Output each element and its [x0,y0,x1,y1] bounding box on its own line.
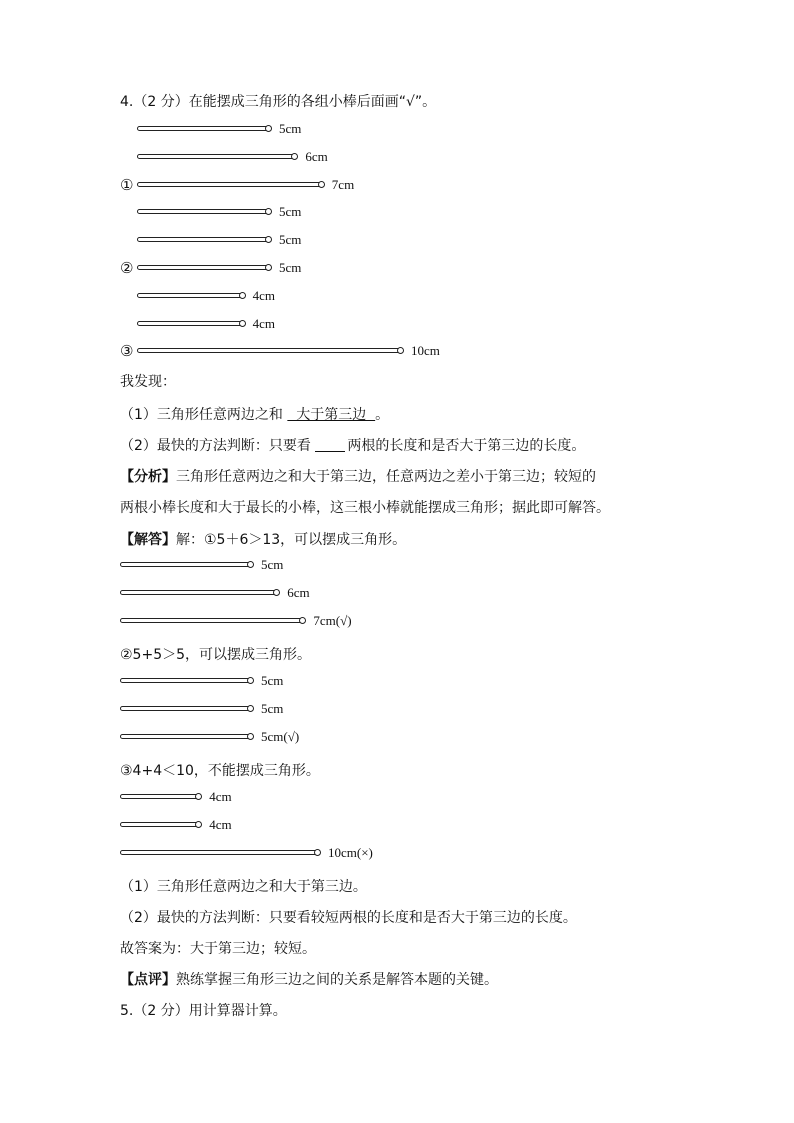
finding-2-suffix: 两根的长度和是否大于第三边的长度。 [347,438,586,454]
stick-row [120,671,420,691]
finding-1-prefix: （1）三角形任意两边之和 [120,407,288,423]
stick-bar [137,321,243,326]
analysis-text-1: 三角形任意两边之和大于第三边，任意两边之差小于第三边；较短的 [176,469,596,485]
stick-length-label: 6cm [305,148,328,164]
discover-label: 我发现： [120,374,176,390]
stick-bar [120,590,277,595]
stick-row [120,787,420,807]
finding-2-blank [315,437,345,452]
stick-bar [120,850,318,855]
group-number: ② [120,259,134,277]
analysis-label: 【分析】 [120,469,176,485]
stick-bar [120,734,251,739]
comment-label: 【点评】 [120,972,176,988]
stick-length-label: 5cm [261,557,284,572]
finding-1-suffix: 。 [375,407,390,423]
group-number: ③ [120,342,134,361]
solution-label: 【解答】 [120,532,176,548]
stick-row [120,314,420,334]
stick-row [120,583,420,603]
stick-bar [120,618,303,623]
stick-bar [120,562,251,567]
conclusion-1: （1）三角形任意两边之和大于第三边。 [120,879,367,895]
stick-bar [120,706,251,711]
stick-row [120,555,420,575]
solution-intro: 解： [176,532,204,548]
stick-bar [137,209,269,214]
stick-length-label: 10cm [411,343,440,359]
stick-length-label: 4cm [252,315,275,331]
stick-row [120,230,420,250]
comment-line [120,970,498,990]
stick-row [120,119,420,139]
stick-length-label: 4cm [252,287,275,303]
stick-length-label: 4cm [209,789,232,804]
stick-length-label: 5cm [279,204,302,220]
stick-bar [137,154,295,159]
stick-bar [137,293,243,298]
stick-row [120,202,420,222]
stick-row [120,341,440,361]
stick-row [120,286,420,306]
finding-2 [120,436,585,456]
stick-length-label: 10cm(×) [328,845,373,860]
finding-2-prefix: （2）最快的方法判断：只要看 [120,438,316,454]
group-number: ① [120,175,134,194]
stick-bar [137,265,269,270]
stick-bar [120,678,251,683]
stick-length-label: 5cm [279,121,302,136]
stick-length-label: 5cm(√) [261,729,300,744]
stick-row [120,147,420,167]
finding-1-answer: 大于第三边 [287,407,376,423]
answer-summary: 故答案为：大于第三边；较短。 [120,941,316,957]
q5-title: 5.（2 分）用计算器计算。 [120,1003,287,1019]
stick-length-label: 5cm [279,260,302,275]
stick-length-label: 5cm [279,232,302,248]
comment-text: 熟练掌握三角形三边之间的关系是解答本题的关键。 [176,972,498,988]
solution-group-1-text: ①5＋6＞13，可以摆成三角形。 [204,532,407,548]
stick-bar [120,794,199,799]
stick-length-label: 5cm [261,701,284,716]
stick-row [120,843,420,863]
stick-bar [137,237,269,242]
stick-bar [120,822,199,827]
stick-length-label: 7cm(√) [313,613,352,628]
stick-row [120,699,420,719]
solution-group-2-text: ②5+5＞5，可以摆成三角形。 [120,647,312,663]
stick-row [120,175,420,195]
finding-1 [120,405,389,425]
stick-bar [137,126,269,131]
solution-group-3-text: ③4+4＜10，不能摆成三角形。 [120,763,320,779]
stick-length-label: 7cm [331,176,355,192]
stick-row [120,258,420,278]
stick-length-label: 6cm [287,585,310,600]
stick-bar [137,182,322,187]
stick-length-label: 4cm [209,817,232,832]
solution-line [120,530,406,550]
stick-length-label: 5cm [261,673,284,688]
analysis-line-2: 两根小棒长度和大于最长的小棒，这三根小棒就能摆成三角形；据此即可解答。 [120,500,610,516]
conclusion-2: （2）最快的方法判断：只要看较短两根的长度和是否大于第三边的长度。 [120,910,577,926]
q4-title: 4.（2 分）在能摆成三角形的各组小棒后面画“√”。 [120,94,437,110]
stick-row [120,815,420,835]
stick-bar [137,348,401,353]
analysis-line-1 [120,467,596,487]
stick-row [120,727,420,747]
stick-row [120,611,420,631]
